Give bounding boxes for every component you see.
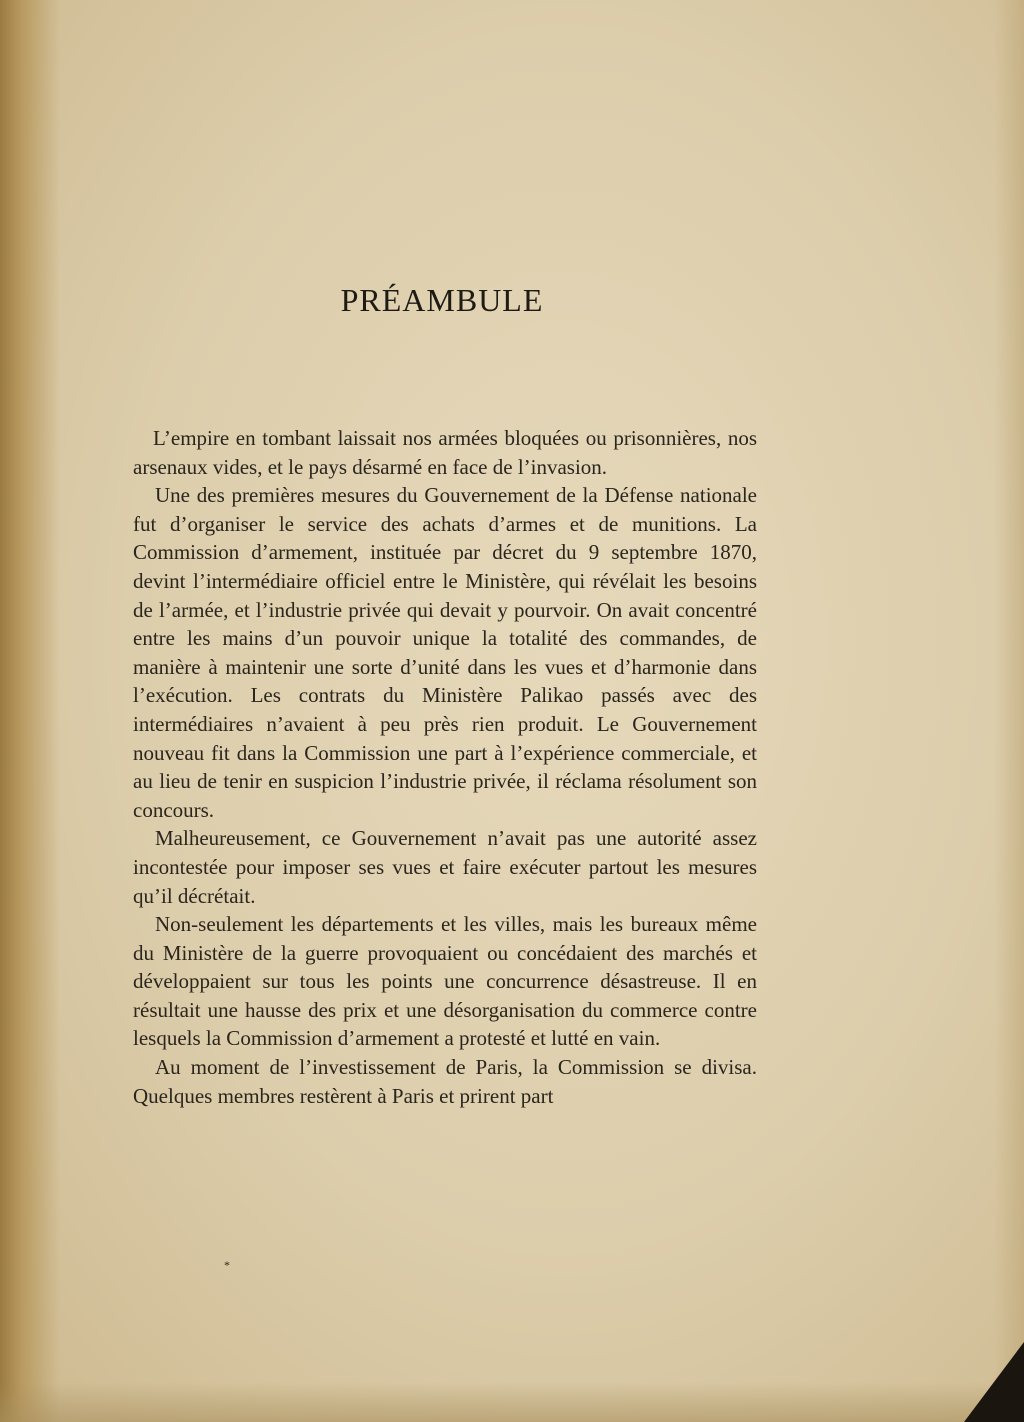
paragraph-2: Une des premières mesures du Gouvernement de la Défense nationale fut d’organiser le service des achats d’armes et de munitions. La Commission d’armement, instituée par décret du 9 septembre 1870, devint l’intermédiaire officiel entre le Ministère, qui révélait les besoins de l’armée, et l’industrie privée qui devait y pourvoir. On avait concentré entre les mains d’un pouvoir unique la totalité des commandes, de manière à maintenir une sorte d’unité dans les vues et d’harmonie dans l’exécution. Les contrats du Ministère Palikao passés avec des intermédiaires n’avaient à peu près rien produit. Le Gouvernement nouveau fit dans la Commission une part à l’expérience commerciale, et au lieu de tenir en suspicion l’industrie privée, il réclama résolument son concours.	[133, 483, 757, 822]
paragraph-4: Non-seulement les départements et les villes, mais les bureaux même du Ministère de la guerre provoquaient ou concédaient des marchés et développaient sur tous les points une concurrence désastreuse. Il en résultait une hausse des prix et une désorganisation du commerce contre lesquels la Commission d’armement a protesté et lutté en vain.	[133, 912, 757, 1051]
page-edge-bottom	[0, 1382, 1024, 1422]
page-edge-left	[0, 0, 60, 1422]
page-corner-shadow	[964, 1342, 1024, 1422]
page-title: PRÉAMBULE	[340, 282, 544, 318]
body-text	[133, 424, 757, 1110]
paragraph-1: L’empire en tombant laissait nos armées bloquées ou prisonnières, nos arsenaux vides, et le pays désarmé en face de l’invasion.	[133, 426, 757, 479]
paragraph-5: Au moment de l’investissement de Paris, la Commission se divisa. Quelques membres restèrent à Paris et prirent part	[133, 1055, 757, 1108]
page-edge-right	[994, 0, 1024, 1422]
footer-mark: *	[224, 1258, 230, 1272]
paragraph-3: Malheureusement, ce Gouvernement n’avait pas une autorité assez incontestée pour imposer ses vues et faire exécuter partout les mesures qu’il décrétait.	[133, 826, 757, 908]
